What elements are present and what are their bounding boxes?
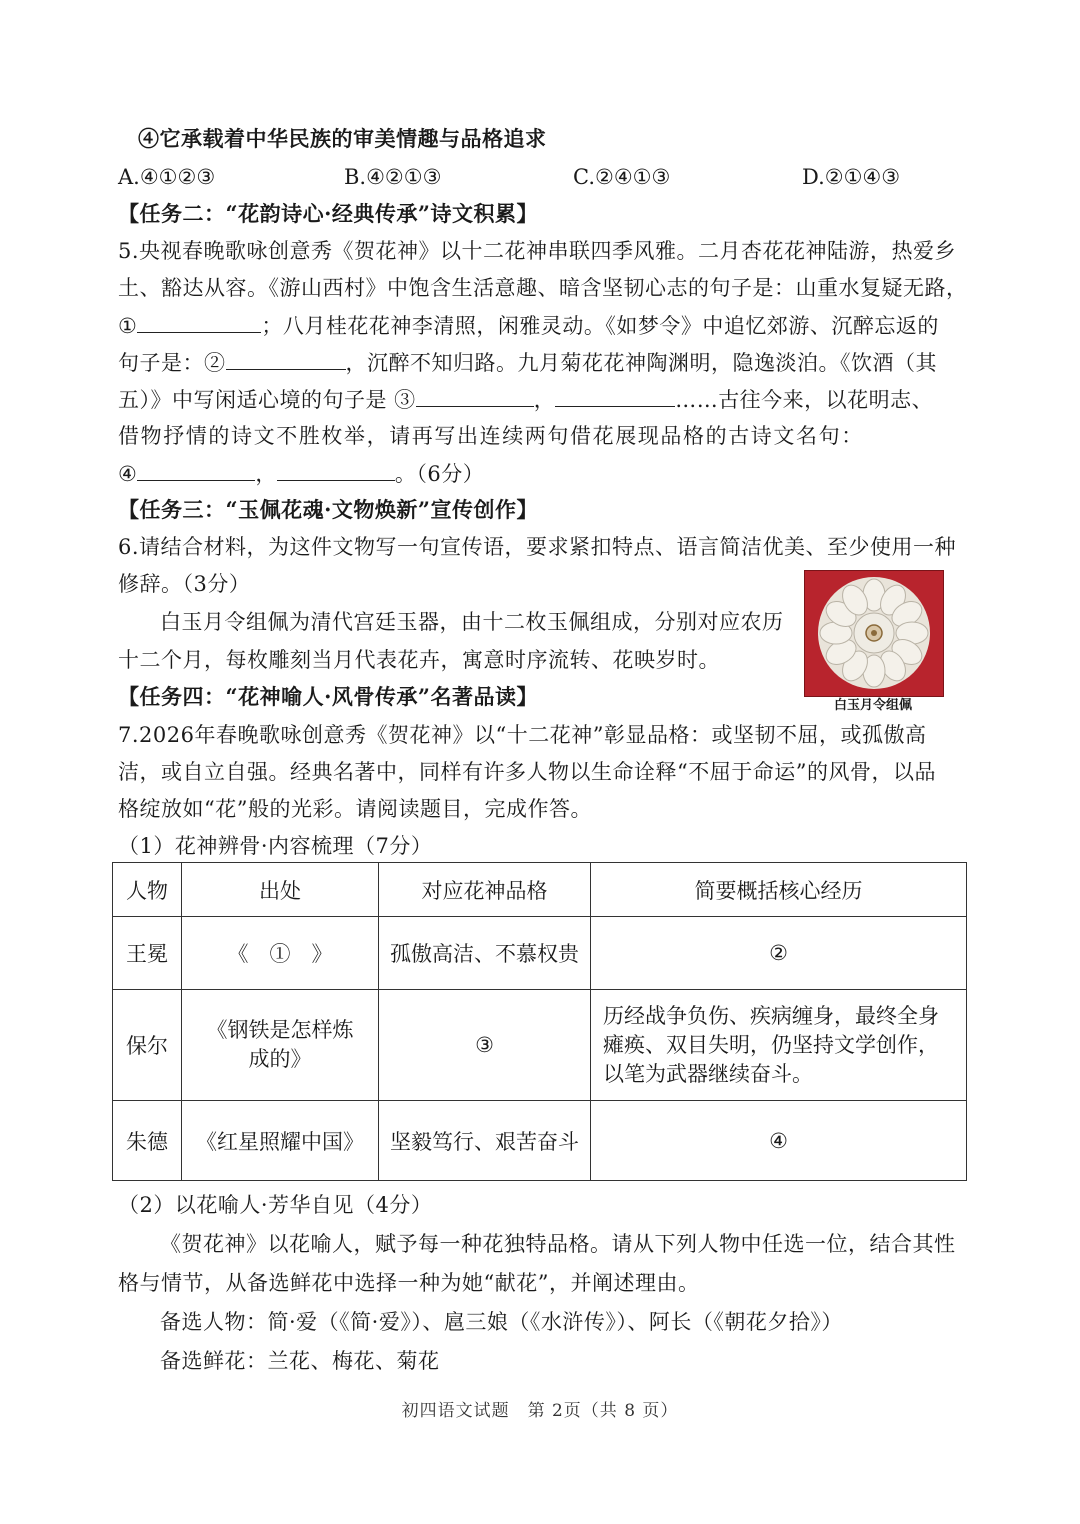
q5-line-3-text: ；八月桂花花神李清照，闲雅灵动。《如梦令》中追忆郊游、沉醉忘返的 [261,314,939,338]
option-line-4: ④它承载着中华民族的审美情趣与品格追求 [138,126,547,151]
q6-line-2: 修辞。（3分） [118,572,251,596]
answer-blank-3a[interactable] [416,384,534,407]
q5-line-4-prefix: 句子是：② [118,351,226,375]
table-row [113,917,967,990]
choice-a: A.④①②③ [118,165,216,189]
choice-b: B.④②①③ [344,165,442,189]
cell-source[interactable]: 《 ① 》 [182,917,379,990]
header-experience: 简要概括核心经历 [591,863,967,917]
cell-trait[interactable]: ③ [379,990,591,1101]
q7-2-line-2: 格与情节，从备选鲜花中选择一种为她“献花”，并阐述理由。 [118,1271,700,1295]
q6-line-1: 6.请结合材料，为这件文物写一句宣传语，要求紧扣特点、语言简洁优美、至少使用一种 [118,535,957,559]
q7-line-3: 格绽放如“花”般的光彩。请阅读题目，完成作答。 [118,797,592,821]
task4-header: 【任务四：“花神喻人·风骨传承”名著品读】 [118,684,538,709]
q7-line-1: 7.2026年春晚歌咏创意秀《贺花神》以“十二花神”彰显品格：或坚韧不屈，或孤傲高 [118,723,927,747]
answer-blank-4b[interactable] [277,458,395,481]
cell-character: 保尔 [113,990,182,1101]
q5-line-5-prefix: 五）》中写闲适心境的句子是 ③ [118,388,416,412]
task3-header: 【任务三：“玉佩花魂·文物焕新”宣传创作】 [118,497,538,522]
q5-line-7 [118,458,963,489]
q5-line-5 [118,384,963,415]
cell-trait: 坚毅笃行、艰苦奋斗 [379,1101,591,1181]
blank-marker-4: ④ [118,462,138,486]
q5-line-3 [118,310,963,341]
candidate-people: 备选人物：简·爱（《简·爱》）、扈三娘（《水浒传》）、阿长（《朝花夕拾》） [160,1310,843,1334]
answer-blank-2[interactable] [226,347,346,370]
answer-blank-4a[interactable] [137,458,255,481]
blank-marker-1: ① [118,314,138,338]
sub-question-2: （2）以花喻人·芳华自见（4分） [118,1193,433,1217]
task2-header: 【任务二：“花韵诗心·经典传承”诗文积累】 [118,201,538,226]
q7-line-2: 洁，或自立自强。经典名著中，同样有许多人物以生命诠释“不屈于命运”的风骨，以品 [118,760,936,784]
q5-line-7-text: 。（6分） [394,462,485,486]
answer-blank-3b[interactable] [555,384,675,407]
q5-line-6: 借物抒情的诗文不胜枚举，请再写出连续两句借花展现品格的古诗文名句： [118,424,864,448]
cell-experience[interactable]: ② [591,917,967,990]
cell-trait: 孤傲高洁、不慕权贵 [379,917,591,990]
table-header-row [113,863,967,917]
table-row [113,1101,967,1181]
q7-2-line-1: 《贺花神》以花喻人，赋予每一种花独特品格。请从下列人物中任选一位，结合其性 [160,1232,956,1256]
cell-source: 《红星照耀中国》 [182,1101,379,1181]
header-source: 出处 [182,863,379,917]
material-line-2: 十二个月，每枚雕刻当月代表花卉，寓意时序流转、花映岁时。 [118,648,720,672]
cell-character: 朱德 [113,1101,182,1181]
q5-line-7-sep: ， [255,462,277,486]
q5-line-1: 5.央视春晚歌咏创意秀《贺花神》以十二花神串联四季风雅。二月杏花花神陆游，热爱乡 [118,239,957,263]
sub-question-1: （1）花神辨骨·内容梳理（7分） [118,834,433,858]
header-character: 人物 [113,863,182,917]
q5-line-4-text: ，沉醉不知归路。九月菊花花神陶渊明，隐逸淡泊。《饮酒（其 [345,351,937,375]
cell-source: 《钢铁是怎样炼成的》 [182,990,379,1101]
cell-character: 王冕 [113,917,182,990]
q5-line-4 [118,347,963,378]
header-trait: 对应花神品格 [379,863,591,917]
choice-c: C.②④①③ [573,165,671,189]
q5-line-5-text: ……古往今来，以花明志、 [675,388,934,412]
material-line-1: 白玉月令组佩为清代宫廷玉器，由十二枚玉佩组成，分别对应农历 [160,610,784,634]
image-caption: 白玉月令组佩 [833,698,912,713]
choice-d: D.②①④③ [802,165,901,189]
page-footer: 初四语文试题 第 2页（共 8 页） [401,1401,679,1421]
jade-pendant-image [804,570,944,697]
q5-line-5-sep: ， [533,388,556,412]
cell-experience[interactable]: ④ [591,1101,967,1181]
character-table [112,862,967,1181]
cell-experience: 历经战争负伤、疾病缠身，最终全身瘫痪、双目失明，仍坚持文学创作，以笔为武器继续奋斗。 [591,990,967,1101]
table-row [113,990,967,1101]
answer-blank-1[interactable] [137,310,261,333]
candidate-flowers: 备选鲜花：兰花、梅花、菊花 [160,1349,440,1373]
q5-line-2: 土、豁达从容。《游山西村》中饱含生活意趣、暗含坚韧心志的句子是：山重水复疑无路， [118,276,968,300]
